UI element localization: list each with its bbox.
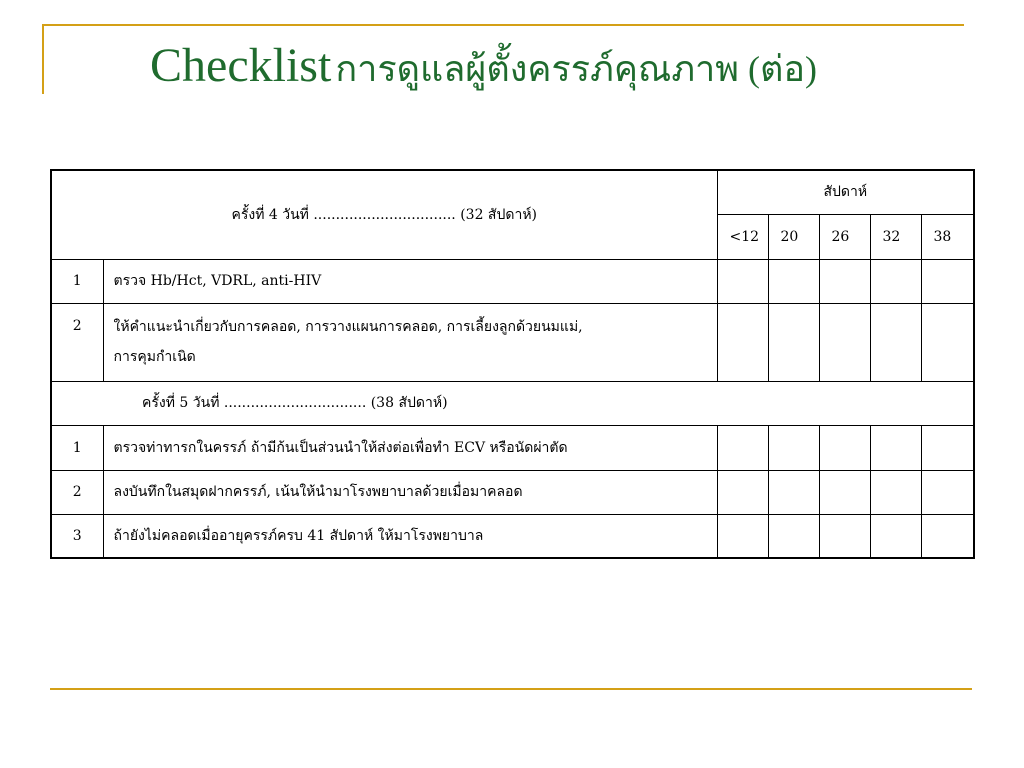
check-cell[interactable] [870,425,921,470]
slide-title [150,38,970,97]
item-text: ถ้ายังไม่คลอดเมื่ออายุครรภ์ครบ 41 สัปดาห์ ให้มาโรงพยาบาล [103,514,717,558]
check-cell[interactable] [768,303,819,381]
item-number: 1 [51,259,103,303]
table-row [51,303,974,381]
check-cell[interactable] [717,514,768,558]
title-latin: Checklist [150,39,332,92]
check-cell[interactable] [870,259,921,303]
week-column-32: 32 [870,214,921,259]
check-cell[interactable] [921,425,974,470]
check-cell[interactable] [870,303,921,381]
week-column-26: 26 [819,214,870,259]
item-number: 2 [51,303,103,381]
check-cell[interactable] [921,470,974,514]
check-cell[interactable] [819,470,870,514]
check-cell[interactable] [870,514,921,558]
check-cell[interactable] [768,470,819,514]
check-cell[interactable] [768,425,819,470]
week-column-38: 38 [921,214,974,259]
visit-5-heading: ครั้งที่ 5 วันที่ ................................ (38 สัปดาห์) [51,381,974,425]
week-column-lt12: <12 [717,214,768,259]
check-cell[interactable] [717,259,768,303]
check-cell[interactable] [870,470,921,514]
item-text-line: ให้คำแนะนำเกี่ยวกับการคลอด, การวางแผนการคลอด, การเลี้ยงลูกด้วยนมแม่, [113,319,583,335]
item-number: 1 [51,425,103,470]
check-cell[interactable] [768,514,819,558]
check-cell[interactable] [819,259,870,303]
item-text-line: การคุมกำเนิด [113,349,196,365]
table-row [51,259,974,303]
check-cell[interactable] [921,514,974,558]
table-row [51,470,974,514]
table-row [51,425,974,470]
week-column-20: 20 [768,214,819,259]
check-cell[interactable] [819,425,870,470]
check-cell[interactable] [717,303,768,381]
table-row [51,514,974,558]
check-cell[interactable] [819,514,870,558]
week-header: สัปดาห์ [717,170,974,214]
check-cell[interactable] [768,259,819,303]
title-thai: การดูแลผู้ตั้งครรภ์คุณภาพ (ต่อ) [335,49,817,89]
item-text: ลงบันทึกในสมุดฝากครรภ์, เน้นให้นำมาโรงพยาบาลด้วยเมื่อมาคลอด [103,470,717,514]
check-cell[interactable] [921,303,974,381]
check-cell[interactable] [921,259,974,303]
top-accent-line [42,24,964,26]
item-text [103,303,717,381]
item-number: 3 [51,514,103,558]
check-cell[interactable] [717,470,768,514]
bottom-accent-line [50,688,972,690]
item-text: ตรวจท่าทารกในครรภ์ ถ้ามีก้นเป็นส่วนนำให้ส่งต่อเพื่อทำ ECV หรือนัดผ่าตัด [103,425,717,470]
visit-4-heading: ครั้งที่ 4 วันที่ ................................ (32 สัปดาห์) [51,170,717,259]
left-accent-line [42,24,44,94]
checklist-table [50,169,975,559]
check-cell[interactable] [717,425,768,470]
item-number: 2 [51,470,103,514]
item-text: ตรวจ Hb/Hct, VDRL, anti-HIV [103,259,717,303]
check-cell[interactable] [819,303,870,381]
